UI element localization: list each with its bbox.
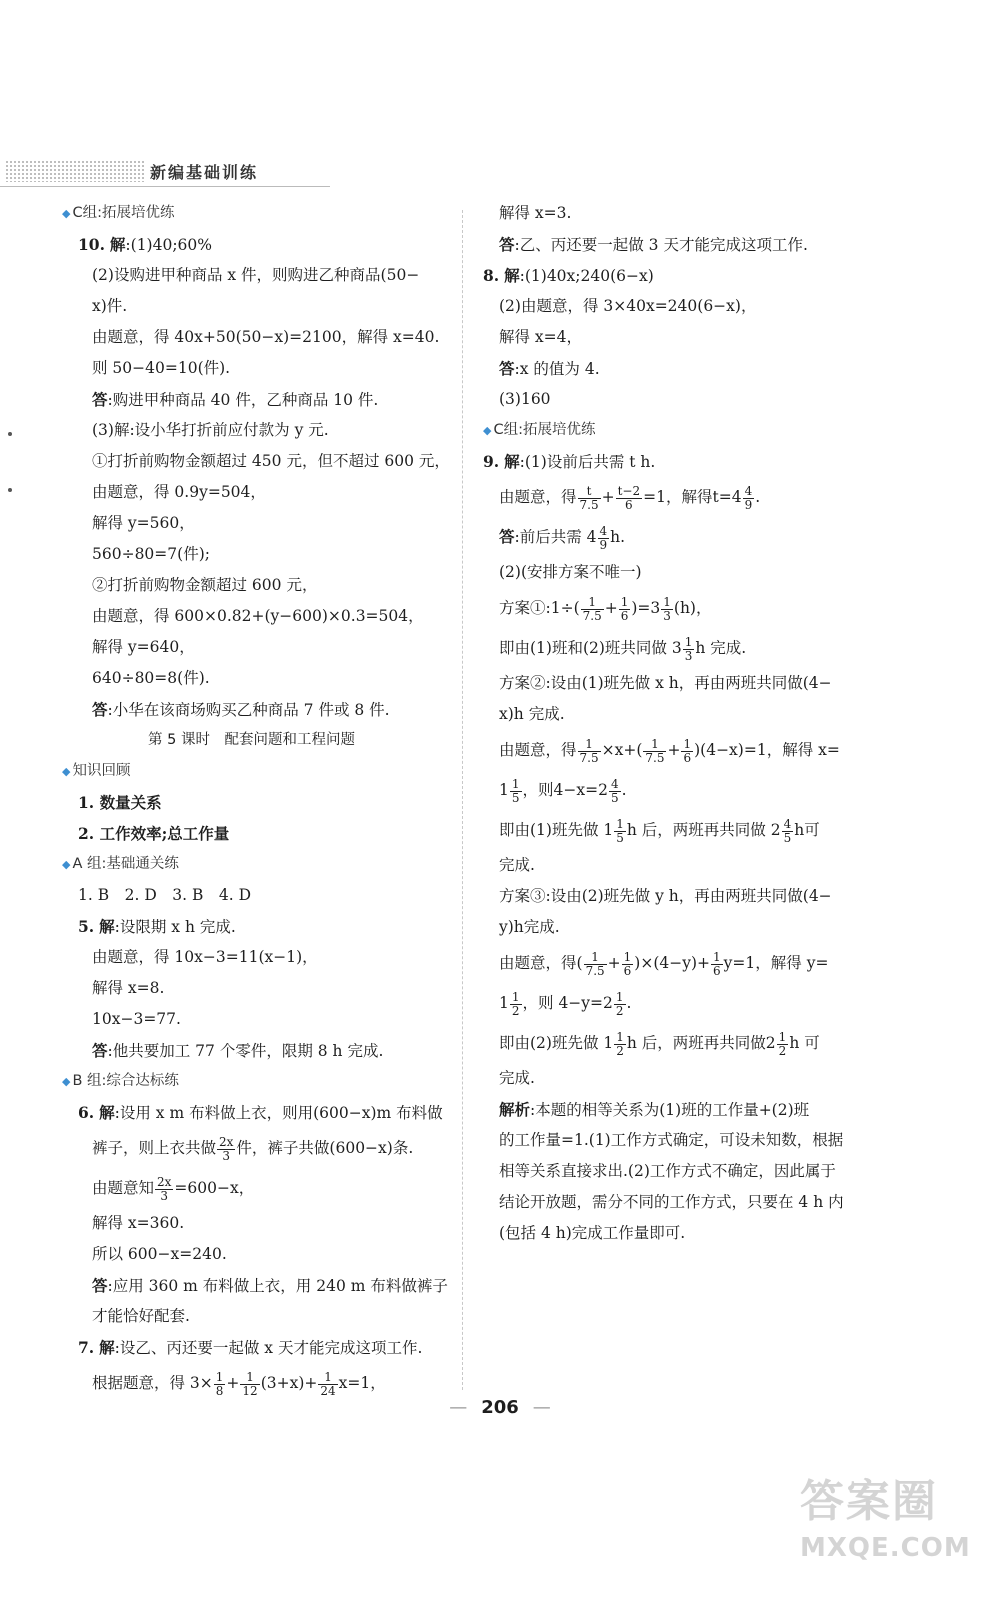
text: :小华在该商场购买乙种商品 7 件或 8 件. bbox=[107, 701, 390, 719]
text: )=3 bbox=[631, 599, 661, 617]
dash: — bbox=[532, 1397, 551, 1418]
answer-label: 答 bbox=[499, 235, 515, 254]
numerator: 1 bbox=[616, 1029, 624, 1044]
text-line: 解得 x=4， bbox=[499, 328, 583, 346]
section-heading-review bbox=[62, 756, 462, 787]
question-number: 9. bbox=[483, 452, 500, 471]
denominator: 2 bbox=[615, 1003, 624, 1018]
denominator: 5 bbox=[783, 830, 792, 845]
text: )×(4−y)+ bbox=[634, 954, 711, 972]
numerator: 1 bbox=[584, 951, 607, 965]
diamond-icon: ◆ bbox=[62, 1075, 71, 1088]
text: 由题意知 bbox=[92, 1179, 155, 1197]
numerator: 1 bbox=[240, 1371, 259, 1385]
margin-mark bbox=[8, 488, 12, 492]
section-heading-a bbox=[62, 849, 462, 880]
page-number bbox=[0, 1397, 1000, 1418]
question-number: 6. bbox=[78, 1103, 95, 1122]
text-line: ①打折前购物金额超过 450 元，但不超过 600 元， bbox=[92, 452, 450, 470]
q10-line bbox=[62, 229, 462, 260]
denominator: 7.5 bbox=[582, 608, 602, 623]
text-line: 完成. bbox=[499, 856, 535, 874]
column-divider bbox=[462, 210, 463, 1390]
text-line: ②打折前购物金额超过 600 元， bbox=[92, 576, 318, 594]
fraction bbox=[240, 1371, 259, 1398]
text: + bbox=[601, 488, 615, 506]
text: (3+x)+ bbox=[260, 1374, 318, 1392]
text: :乙、丙还要一起做 3 天才能完成这项工作. bbox=[514, 236, 808, 254]
text-line: 所以 600−x=240. bbox=[92, 1245, 227, 1263]
denominator: 6 bbox=[625, 497, 633, 512]
diamond-icon: ◆ bbox=[62, 765, 71, 778]
section-heading-c bbox=[62, 198, 462, 229]
fraction bbox=[622, 951, 634, 978]
q6-line bbox=[62, 1097, 462, 1128]
text: 裤子，则上衣共做 bbox=[92, 1139, 217, 1157]
section-heading-b bbox=[62, 1066, 462, 1097]
numerator: 1 bbox=[683, 736, 692, 751]
text: ×x+( bbox=[601, 741, 643, 759]
fraction bbox=[614, 818, 626, 845]
numerator: t bbox=[578, 485, 601, 499]
fraction bbox=[217, 1136, 235, 1163]
q5-line bbox=[62, 911, 462, 942]
text-line: 方案②:设由(1)班先做 x h，再由两班共同做(4− bbox=[499, 674, 832, 692]
text: 由题意，得 bbox=[499, 741, 577, 759]
text: :他共要加工 77 个零件，限期 8 h 完成. bbox=[107, 1042, 384, 1060]
answer-line bbox=[62, 1270, 462, 1301]
denominator: 5 bbox=[511, 790, 520, 805]
formula-line bbox=[483, 983, 883, 1023]
text: h. bbox=[610, 528, 626, 546]
text-line: 则 50−40=10(件). bbox=[92, 359, 231, 377]
answer-line bbox=[483, 229, 883, 260]
text: x=1， bbox=[338, 1374, 386, 1392]
text-line: 结论开放题，需分不同的工作方式，只要在 4 h 内 bbox=[499, 1193, 844, 1211]
text-line: x)h 完成. bbox=[499, 705, 565, 723]
denominator: 6 bbox=[683, 750, 692, 765]
denominator: 6 bbox=[713, 963, 721, 978]
text-line: 才能恰好配套. bbox=[92, 1307, 190, 1325]
text: 根据题意，得 3× bbox=[92, 1374, 213, 1392]
question-number: 7. bbox=[78, 1338, 95, 1357]
answer-line bbox=[483, 517, 883, 557]
numerator: 1 bbox=[663, 594, 671, 609]
numerator: 2x bbox=[219, 1134, 234, 1149]
watermark bbox=[800, 1465, 990, 1575]
answer-label: 答 bbox=[92, 700, 108, 719]
text: :本题的相等关系为(1)班的工作量+(2)班 bbox=[530, 1101, 810, 1119]
text-line: (3)160 bbox=[499, 390, 551, 408]
header-rule bbox=[0, 186, 330, 187]
fraction bbox=[609, 778, 621, 805]
numerator: 4 bbox=[599, 523, 608, 538]
formula-line bbox=[62, 1168, 462, 1208]
answer-line bbox=[483, 353, 883, 384]
text: + bbox=[667, 741, 681, 759]
fraction bbox=[578, 738, 601, 765]
text: :(1)40;60% bbox=[125, 236, 212, 254]
section-label: A 组:基础通关练 bbox=[72, 856, 179, 872]
numerator: 1 bbox=[615, 989, 624, 1004]
denominator: 2 bbox=[511, 1003, 520, 1018]
numerator: 1 bbox=[623, 949, 632, 964]
text: )(4−x)=1，解得 x= bbox=[694, 741, 840, 759]
text-line: 解得 x=360. bbox=[92, 1214, 185, 1232]
text-line: 由题意，得 10x−3=11(x−1)， bbox=[92, 948, 318, 966]
text: h 可 bbox=[789, 1034, 820, 1052]
denominator: 7.5 bbox=[585, 963, 605, 978]
question-number: 8. bbox=[483, 266, 500, 285]
text-line: (2)(安排方案不唯一) bbox=[499, 563, 642, 581]
denominator: 2 bbox=[616, 1043, 624, 1058]
fraction bbox=[777, 1031, 789, 1058]
numerator: 2x bbox=[157, 1174, 172, 1189]
fraction bbox=[318, 1371, 337, 1398]
text: ，则4−x=2 bbox=[522, 781, 608, 799]
numerator: 1 bbox=[684, 634, 693, 649]
numerator: 4 bbox=[610, 776, 619, 791]
text-line: 解得 y=640， bbox=[92, 638, 195, 656]
diamond-icon: ◆ bbox=[483, 424, 492, 437]
denominator: 9 bbox=[744, 497, 753, 512]
fraction bbox=[711, 951, 723, 978]
answer-label: 答 bbox=[92, 390, 108, 409]
answer-line bbox=[62, 1035, 462, 1066]
text-line: 解得 x=8. bbox=[92, 979, 165, 997]
text: 即由(1)班和(2)班共同做 3 bbox=[499, 639, 682, 657]
solution-label: 解 bbox=[504, 266, 520, 285]
text: :(1)设前后共需 t h. bbox=[519, 453, 656, 471]
fraction bbox=[614, 1031, 626, 1058]
numerator: 1 bbox=[511, 776, 520, 791]
text: + bbox=[604, 599, 618, 617]
formula-line bbox=[62, 1128, 462, 1168]
watermark-url: MXQE.COM bbox=[800, 1533, 971, 1563]
text-line: 由题意，得 0.9y=504， bbox=[92, 483, 266, 501]
numerator: t−2 bbox=[617, 483, 641, 498]
header-dot-pattern bbox=[5, 160, 145, 182]
text: :(1)40x;240(6−x) bbox=[519, 267, 654, 285]
denominator: 6 bbox=[623, 963, 632, 978]
text: h 后，两班再共同做 2 bbox=[626, 821, 781, 839]
denominator: 7.5 bbox=[579, 497, 599, 512]
numerator: 1 bbox=[578, 738, 601, 752]
diamond-icon: ◆ bbox=[62, 858, 71, 871]
numerator: 4 bbox=[783, 816, 792, 831]
text-line: 560÷80=7(件); bbox=[92, 545, 210, 563]
fraction bbox=[661, 596, 673, 623]
text: :前后共需 4 bbox=[514, 528, 597, 546]
left-column bbox=[62, 198, 462, 1403]
diamond-icon: ◆ bbox=[62, 207, 71, 220]
text-line: (包括 4 h)完成工作量即可. bbox=[499, 1224, 686, 1242]
page-header bbox=[0, 150, 340, 190]
text: 即由(1)班先做 1 bbox=[499, 821, 614, 839]
formula-line bbox=[483, 477, 883, 517]
watermark-logo-text: 答案圈 bbox=[800, 1476, 938, 1527]
text-line: 的工作量=1.(1)工作方式确定，可设未知数，根据 bbox=[499, 1131, 844, 1149]
answer-label: 答 bbox=[499, 527, 515, 546]
text: :设限期 x h 完成. bbox=[114, 918, 236, 936]
review-item: 1. 数量关系 bbox=[78, 793, 162, 812]
question-number: 5. bbox=[78, 917, 95, 936]
denominator: 9 bbox=[599, 537, 608, 552]
text: :x 的值为 4. bbox=[514, 360, 600, 378]
text-line: 方案③:设由(2)班先做 y h，再由两班共同做(4− bbox=[499, 887, 832, 905]
fraction bbox=[581, 596, 604, 623]
text-line: (3)解:设小华打折前应付款为 y 元. bbox=[92, 421, 329, 439]
denominator: 24 bbox=[320, 1383, 336, 1398]
text-line: 640÷80=8(件). bbox=[92, 669, 210, 687]
denominator: 7.5 bbox=[579, 750, 599, 765]
text: h可 bbox=[794, 821, 820, 839]
section-label: C组:拓展培优练 bbox=[72, 205, 175, 221]
text: 件，裤子共做(600−x)条. bbox=[236, 1139, 414, 1157]
fraction bbox=[584, 951, 607, 978]
text-line: x)件. bbox=[92, 297, 128, 315]
text: y=1，解得 y= bbox=[723, 954, 829, 972]
text-line: 由题意，得 600×0.82+(y−600)×0.3=504， bbox=[92, 607, 424, 625]
numerator: 1 bbox=[643, 738, 666, 752]
fraction bbox=[681, 738, 693, 765]
numerator: 1 bbox=[713, 949, 721, 964]
text: 由题意，得 bbox=[499, 488, 577, 506]
text: 即由(2)班先做 1 bbox=[499, 1034, 614, 1052]
text: :设乙、丙还要一起做 x 天才能完成这项工作. bbox=[114, 1339, 423, 1357]
fraction bbox=[782, 818, 794, 845]
lesson-title: 第 5 课时 配套问题和工程问题 bbox=[148, 732, 355, 748]
denominator: 3 bbox=[684, 648, 693, 663]
formula-line bbox=[483, 628, 883, 668]
text-line: 解得 y=560， bbox=[92, 514, 195, 532]
text-line: (2)由题意，得 3×40x=240(6−x)， bbox=[499, 297, 757, 315]
page-number-value: 206 bbox=[481, 1397, 519, 1418]
text: =1，解得t=4 bbox=[643, 488, 742, 506]
formula-line bbox=[483, 1023, 883, 1063]
text: h 完成. bbox=[695, 639, 747, 657]
text: . bbox=[755, 488, 761, 506]
analysis-label: 解析 bbox=[499, 1100, 531, 1119]
review-item: 2. 工作效率;总工作量 bbox=[78, 824, 230, 843]
dash: — bbox=[449, 1397, 468, 1418]
solution-label: 解 bbox=[99, 1103, 115, 1122]
text: 方案①:1÷( bbox=[499, 599, 580, 617]
text: 由题意，得( bbox=[499, 954, 583, 972]
text: :设用 x m 布料做上衣，则用(600−x)m 布料做 bbox=[114, 1104, 443, 1122]
question-number: 10. bbox=[78, 235, 105, 254]
fraction bbox=[743, 485, 755, 512]
numerator: 1 bbox=[778, 1029, 787, 1044]
solution-label: 解 bbox=[99, 917, 115, 936]
formula-line bbox=[483, 943, 883, 983]
fraction bbox=[510, 991, 522, 1018]
text: :购进甲种商品 40 件，乙种商品 10 件. bbox=[107, 391, 379, 409]
fraction bbox=[643, 738, 666, 765]
denominator: 5 bbox=[610, 790, 619, 805]
fraction bbox=[598, 525, 610, 552]
denominator: 3 bbox=[663, 608, 671, 623]
q8-line bbox=[483, 260, 883, 291]
numerator: 4 bbox=[744, 483, 753, 498]
section-label: C组:拓展培优练 bbox=[493, 422, 596, 438]
denominator: 7.5 bbox=[645, 750, 665, 765]
solution-label: 解 bbox=[504, 452, 520, 471]
text-line: 完成. bbox=[499, 1069, 535, 1087]
text: :应用 360 m 布料做上衣，用 240 m 布料做裤子 bbox=[107, 1277, 448, 1295]
fraction bbox=[614, 991, 626, 1018]
fraction bbox=[683, 636, 695, 663]
fraction bbox=[510, 778, 522, 805]
answer-label: 答 bbox=[92, 1276, 108, 1295]
q9-line bbox=[483, 446, 883, 477]
answer-line bbox=[62, 694, 462, 725]
text-line: 10x−3=77. bbox=[92, 1010, 181, 1028]
text: =600−x， bbox=[174, 1179, 255, 1197]
numerator: 1 bbox=[581, 596, 604, 610]
text: . bbox=[626, 994, 632, 1012]
formula-line bbox=[483, 810, 883, 850]
formula-line bbox=[483, 730, 883, 770]
denominator: 3 bbox=[222, 1148, 231, 1163]
analysis-line bbox=[483, 1094, 883, 1125]
numerator: 1 bbox=[215, 1369, 224, 1384]
text-line: y)h完成. bbox=[499, 918, 560, 936]
text: 1 bbox=[499, 994, 509, 1012]
text-line: 由题意，得 40x+50(50−x)=2100，解得 x=40. bbox=[92, 328, 440, 346]
solution-label: 解 bbox=[109, 235, 126, 254]
answer-label: 答 bbox=[92, 1041, 108, 1060]
text: . bbox=[621, 781, 627, 799]
section-heading-c bbox=[483, 415, 883, 446]
text-line: (2)设购进甲种商品 x 件，则购进乙种商品(50− bbox=[92, 266, 420, 284]
fraction bbox=[578, 485, 601, 512]
right-column bbox=[483, 198, 883, 1249]
section-label: B 组:综合达标练 bbox=[72, 1073, 179, 1089]
fraction bbox=[619, 596, 631, 623]
text: + bbox=[607, 954, 621, 972]
text-line: 解得 x=3. bbox=[499, 204, 572, 222]
denominator: 2 bbox=[778, 1043, 787, 1058]
fraction bbox=[155, 1176, 173, 1203]
numerator: 1 bbox=[318, 1371, 337, 1385]
text: + bbox=[226, 1374, 240, 1392]
numerator: 1 bbox=[511, 989, 520, 1004]
choice-answers: 1. B 2. D 3. B 4. D bbox=[78, 886, 251, 904]
header-title: 新编基础训练 bbox=[150, 163, 259, 182]
denominator: 8 bbox=[215, 1383, 224, 1398]
numerator: 1 bbox=[620, 594, 629, 609]
section-label: 知识回顾 bbox=[72, 763, 131, 779]
numerator: 1 bbox=[616, 816, 624, 831]
formula-line bbox=[483, 588, 883, 628]
formula-line bbox=[483, 770, 883, 810]
denominator: 12 bbox=[242, 1383, 258, 1398]
q7-line bbox=[62, 1332, 462, 1363]
text: (h)， bbox=[673, 599, 712, 617]
denominator: 6 bbox=[620, 608, 629, 623]
margin-mark bbox=[8, 432, 12, 436]
text-line: 相等关系直接求出.(2)工作方式不确定，因此属于 bbox=[499, 1162, 836, 1180]
text: 1 bbox=[499, 781, 509, 799]
answer-label: 答 bbox=[499, 359, 515, 378]
denominator: 5 bbox=[616, 830, 624, 845]
text: ，则 4−y=2 bbox=[522, 994, 613, 1012]
fraction bbox=[616, 485, 643, 512]
answer-line bbox=[62, 384, 462, 415]
fraction bbox=[214, 1371, 226, 1398]
text: h 后，两班再共同做2 bbox=[626, 1034, 776, 1052]
denominator: 3 bbox=[160, 1188, 169, 1203]
solution-label: 解 bbox=[99, 1338, 115, 1357]
